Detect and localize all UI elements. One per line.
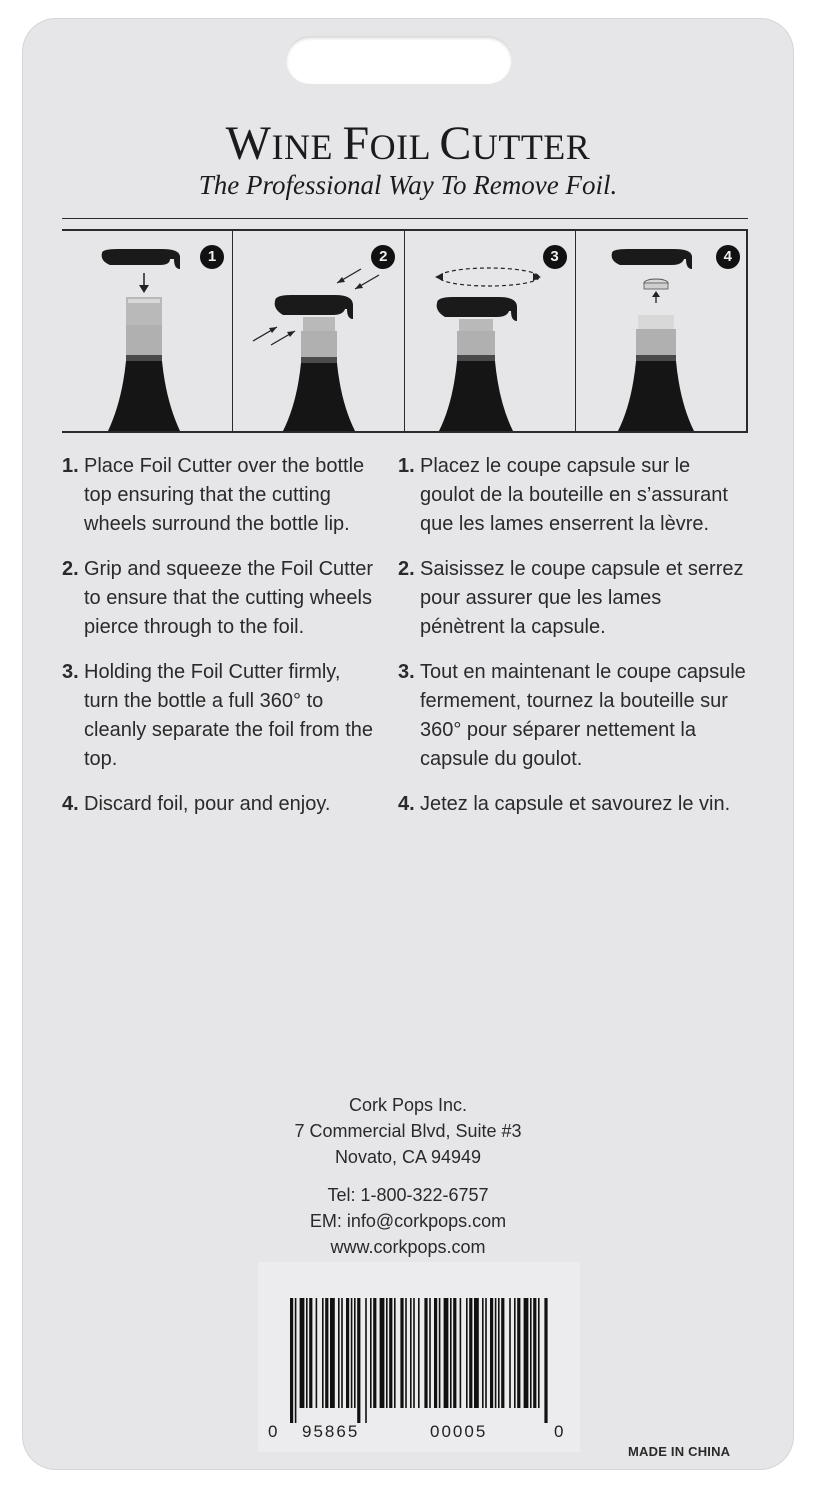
barcode-bar (365, 1298, 367, 1423)
upc-barcode (290, 1298, 548, 1423)
product-title: WINE FOIL CUTTER (225, 117, 591, 170)
barcode-bar (380, 1298, 385, 1408)
barcode-bar (485, 1298, 487, 1408)
barcode-bar (290, 1298, 293, 1423)
barcode-bar (357, 1298, 360, 1423)
instruction-step: 4. Jetez la capsule et savourez le vin. (398, 793, 731, 815)
hang-hole (286, 36, 512, 84)
country-of-origin: MADE IN CHINA (628, 1444, 731, 1459)
instruction-step: 2. Saisissez le coupe capsule et serrez pour assurer que les lames pénètrent la capsule. (398, 558, 744, 638)
step-4-illustration (575, 231, 746, 431)
barcode-bar (410, 1298, 412, 1408)
instruction-step: 2. Grip and squeeze the Foil Cutter to ensure that the cutting wheels pierce through to the foil. (62, 558, 374, 638)
barcode-bar (450, 1298, 452, 1408)
company-name: Cork Pops Inc. (348, 1095, 468, 1115)
barcode-bar (498, 1298, 500, 1408)
company-website: www.corkpops.com (330, 1237, 486, 1257)
instructions-french (398, 452, 746, 835)
barcode-bar (300, 1298, 305, 1408)
barcode-bar (501, 1298, 504, 1408)
barcode-bar (309, 1298, 312, 1408)
barcode-bar (413, 1298, 415, 1408)
barcode-bar (325, 1298, 328, 1408)
barcode-bar (509, 1298, 511, 1408)
barcode-bar (466, 1298, 468, 1408)
step-number-badge: 2 (371, 245, 395, 269)
barcode-bar (316, 1298, 318, 1408)
company-street: 7 Commercial Blvd, Suite #3 (294, 1121, 522, 1141)
barcode-bar (418, 1298, 420, 1408)
barcode-bar (370, 1298, 372, 1408)
barcode-left-digits: 95865 (302, 1422, 360, 1441)
barcode-right-digits: 00005 (430, 1422, 488, 1441)
barcode-bar (295, 1298, 297, 1423)
barcode-bar (429, 1298, 431, 1408)
instruction-step: 3. Holding the Foil Cutter firmly, turn the bottle a full 360° to cleanly separate the foil from the top. (62, 661, 374, 770)
instruction-panels (62, 229, 748, 433)
step-number-badge: 1 (200, 245, 224, 269)
step-1-illustration (62, 231, 232, 431)
barcode-bar (306, 1298, 308, 1408)
barcode-bar (330, 1298, 335, 1408)
company-email: EM: info@corkpops.com (309, 1211, 507, 1231)
barcode-bar (389, 1298, 392, 1408)
barcode-bar (373, 1298, 376, 1408)
instruction-step: 3. Tout en maintenant le coupe capsule fermement, tournez la bouteille sur 360° pour séparer nettement la capsule du goulot. (398, 661, 746, 770)
barcode-bar (530, 1298, 532, 1408)
barcode-bar (439, 1298, 441, 1408)
barcode-bar (386, 1298, 388, 1408)
barcode-bar (533, 1298, 536, 1408)
barcode-bar (544, 1298, 547, 1423)
step-number-badge: 4 (716, 245, 740, 269)
barcode-bar (394, 1298, 396, 1408)
barcode-bar (482, 1298, 484, 1408)
instructions-english (62, 452, 374, 835)
barcode-bar (354, 1298, 356, 1408)
barcode-bar (524, 1298, 529, 1408)
barcode-bar (514, 1298, 516, 1408)
barcode-bar (444, 1298, 449, 1408)
title-divider (62, 218, 748, 219)
barcode-bar (538, 1298, 540, 1408)
instruction-step: 1. Placez le coupe capsule sur le goulot de la bouteille en s’assurant que les lames enserrent la lèvre. (398, 455, 728, 535)
barcode-bar (400, 1298, 403, 1408)
step-2-illustration (232, 231, 403, 431)
barcode-bar (405, 1298, 407, 1408)
barcode-bar (460, 1298, 462, 1408)
instruction-step: 1. Place Foil Cutter over the bottle top ensuring that the cutting wheels surround the bottle lip. (62, 455, 365, 535)
step-3-illustration (404, 231, 575, 431)
barcode-bar (495, 1298, 497, 1408)
company-address (0, 1092, 816, 1170)
instruction-step: 4. Discard foil, pour and enjoy. (62, 793, 331, 815)
company-city: Novato, CA 94949 (334, 1147, 482, 1167)
barcode-bar (341, 1298, 343, 1408)
company-phone: Tel: 1-800-322-6757 (327, 1185, 489, 1205)
barcode-bar (351, 1298, 353, 1408)
product-subtitle: The Professional Way To Remove Foil. (198, 170, 618, 200)
step-number-badge: 3 (543, 245, 567, 269)
barcode-bar (424, 1298, 427, 1408)
barcode-bar (490, 1298, 493, 1408)
barcode-bar (434, 1298, 437, 1408)
barcode-bar (469, 1298, 472, 1408)
barcode-lead-digit: 0 (268, 1422, 280, 1441)
barcode-bar (517, 1298, 520, 1408)
barcode-bar (453, 1298, 456, 1408)
barcode-bar (322, 1298, 324, 1408)
barcode-bar (474, 1298, 479, 1408)
company-contact (0, 1182, 816, 1260)
barcode-bar (338, 1298, 340, 1408)
barcode-bar (346, 1298, 349, 1408)
barcode-check-digit: 0 (554, 1422, 566, 1441)
